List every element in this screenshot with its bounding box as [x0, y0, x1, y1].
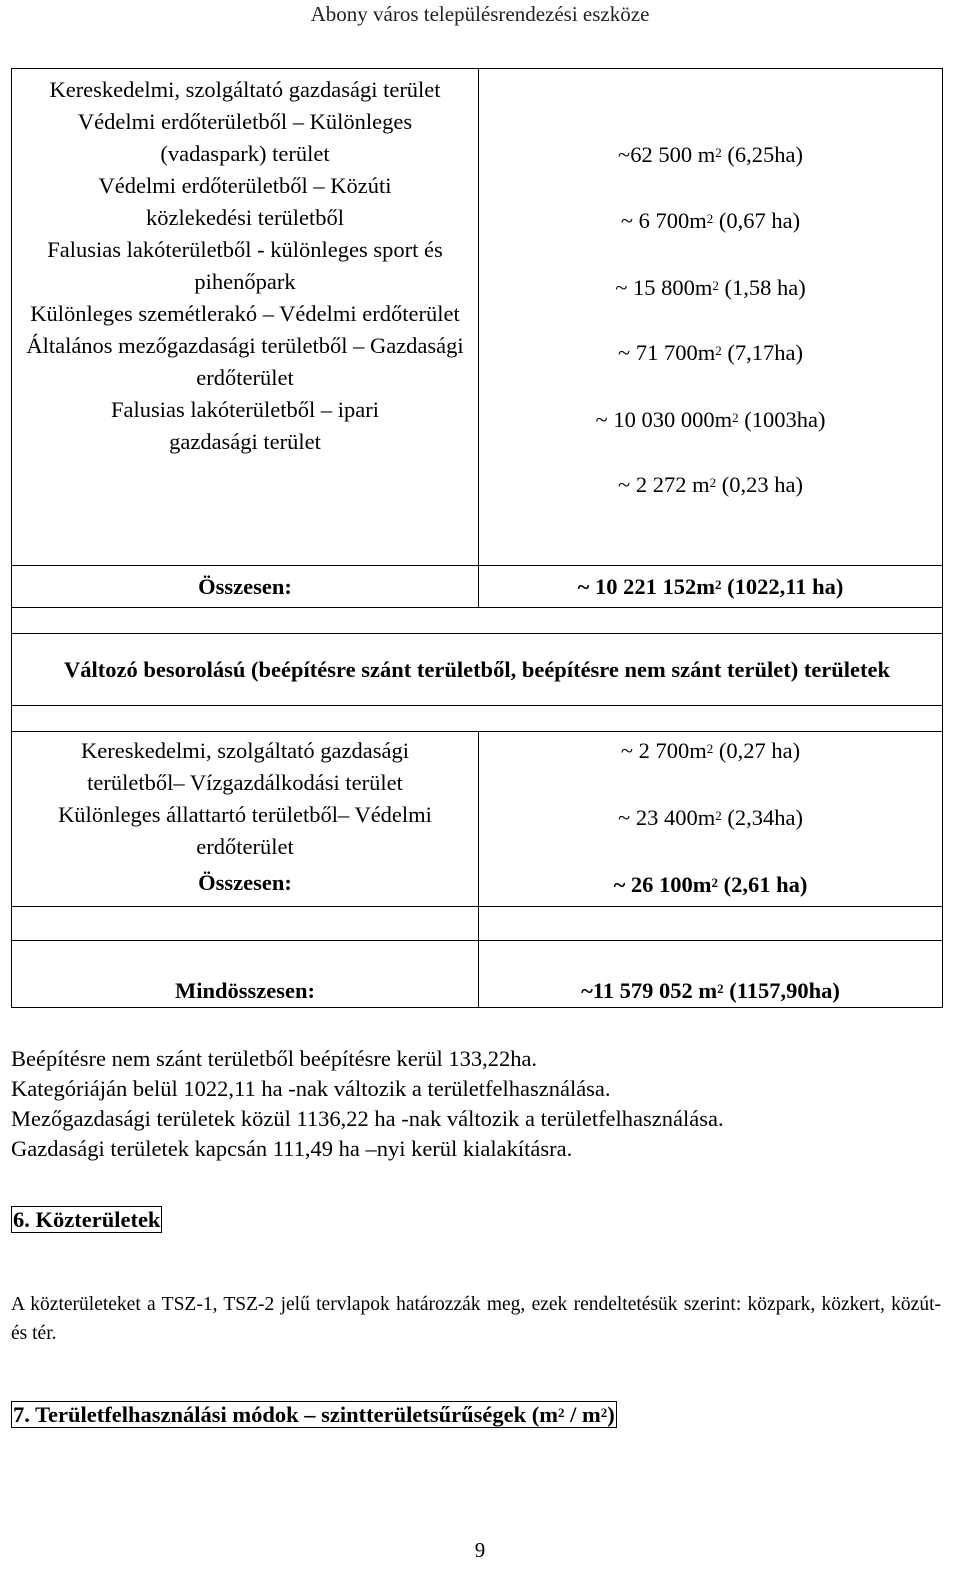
- section-heading: Változó besorolású (beépítésre szánt területből, beépítésre nem szánt terület) területek: [63, 656, 891, 682]
- spacer-row: [12, 706, 942, 732]
- area-value: ~ 2 272 $m^2$ (0,23 ha): [618, 472, 803, 497]
- total-value: ~ 26 $100m^2$ (2,61 ha): [613, 872, 808, 897]
- summary-paragraph: [11, 1044, 724, 1164]
- area-value: ~62 500 $m^2$ (6,25ha): [618, 142, 803, 167]
- document-header: Abony város településrendezési eszköze: [310, 2, 650, 26]
- grand-total-value: ~11 579 052 $m^2$ (1157,90ha): [581, 978, 840, 1003]
- summary-line: Kategóriáján belül 1022,11 ha -nak változik a területfelhasználása.: [11, 1076, 611, 1101]
- area-value: ~ 2 $700m^2$ (0,27 ha): [620, 738, 801, 763]
- spacer-row: [12, 907, 942, 941]
- paragraph-6: A közterületeket a TSZ-1, TSZ-2 jelű tervlapok határozzák meg, ezek rendeltetésük szerint: közpark, közkert, közút- és tér.: [11, 1294, 941, 1344]
- land-use-label: Általános mezőgazdasági területből – Gazdasági erdőterület: [26, 333, 464, 390]
- land-use-label: Kereskedelmi, szolgáltató gazdasági területből– Vízgazdálkodási terület: [81, 738, 409, 795]
- total-label: Összesen:: [12, 566, 479, 607]
- table-row: [12, 69, 942, 566]
- area-values: [479, 69, 942, 565]
- land-use-label: Védelmi erdőterületből – Különleges (vadaspark) terület: [77, 109, 413, 166]
- total-row: [12, 566, 942, 608]
- summary-line: Gazdasági területek kapcsán 111,49 ha –nyi kerül kialakításra.: [11, 1136, 573, 1161]
- land-use-label: Falusias lakóterületből - különleges sport és pihenőpark: [47, 237, 443, 294]
- area-value: ~ 23 $400m^2$ (2,34ha): [618, 805, 803, 830]
- land-use-label: Kereskedelmi, szolgáltató gazdasági terület: [49, 77, 441, 102]
- area-value: ~ 10 030 $000m^2$ (1003ha): [595, 407, 826, 432]
- land-use-label: Különleges állattartó területből– Védelmi erdőterület: [58, 802, 432, 859]
- area-change-table: [11, 68, 943, 1008]
- land-use-label: Védelmi erdőterületből – Közúti közlekedési területből: [98, 173, 392, 230]
- land-use-label: Különleges szemétlerakó – Védelmi erdőterület: [30, 301, 460, 326]
- area-value: ~ 6 $700m^2$ (0,67 ha): [620, 208, 801, 233]
- grand-total-label: Mindösszesen:: [12, 941, 479, 1007]
- section-heading-row: [12, 634, 942, 706]
- heading-7: 7. Területfelhasználási módok – szintterületsűrűségek $(m^2 / m^2)$: [13, 1402, 615, 1427]
- area-value: ~ 15 $800m^2$ (1,58 ha): [615, 275, 806, 300]
- land-use-label: Falusias lakóterületből – ipari gazdasági terület: [110, 397, 380, 454]
- land-use-labels: [12, 69, 479, 565]
- table-row: [12, 732, 942, 907]
- area-value: ~ 71 $700m^2$ (7,17ha): [618, 340, 803, 365]
- land-use-labels: [12, 732, 479, 906]
- summary-line: Beépítésre nem szánt területből beépítésre kerül 133,22ha.: [11, 1046, 538, 1071]
- total-label: Összesen:: [198, 870, 292, 895]
- grand-total-row: [12, 941, 942, 1007]
- page-number: 9: [474, 1538, 486, 1562]
- heading-6: 6. Közterületek: [13, 1207, 161, 1232]
- spacer-row: [12, 608, 942, 634]
- summary-line: Mezőgazdasági területek közül 1136,22 ha -nak változik a területfelhasználása.: [11, 1106, 724, 1131]
- area-values: [479, 732, 942, 906]
- total-value: ~ 10 221 $152m^2$ (1022,11 ha): [577, 573, 844, 599]
